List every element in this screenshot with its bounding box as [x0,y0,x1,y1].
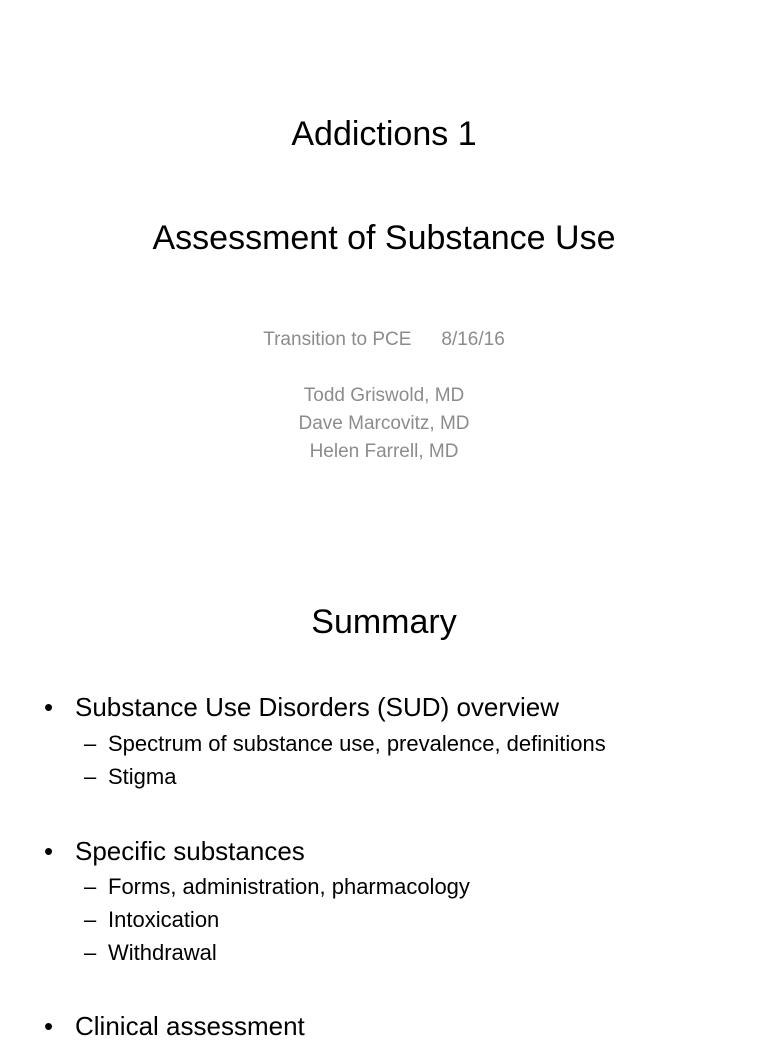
dash-marker: – [84,940,97,965]
summary-slide [0,560,768,1041]
bullet-text: Clinical assessment [75,1011,305,1041]
event-name: Transition to PCE [263,329,412,350]
author-name: Todd Griswold, MD [303,385,465,406]
presentation-title: Addictions 1 [291,115,477,153]
sub-bullet-item [84,942,217,964]
dash-marker: – [84,907,97,932]
sub-bullet-text: Spectrum of substance use, prevalence, definitions [108,731,606,756]
event-line [0,330,768,349]
slide-title: Summary [311,603,457,641]
bullet-item [44,838,305,864]
sub-bullet-item [84,876,470,898]
sub-bullet-text: Stigma [108,764,177,789]
bullet-text: Substance Use Disorders (SUD) overview [75,692,560,722]
sub-bullet-text: Withdrawal [108,940,217,965]
author-name: Dave Marcovitz, MD [298,413,470,434]
sub-bullet-item [84,733,606,755]
bullet-marker: • [44,692,54,722]
sub-bullet-item [84,909,219,931]
bullet-item [44,1013,305,1039]
bullet-text: Specific substances [75,836,305,866]
bullet-item [44,694,559,720]
event-date: 8/16/16 [441,329,505,350]
sub-bullet-text: Intoxication [108,907,220,932]
presentation-subtitle: Assessment of Substance Use [152,219,616,257]
dash-marker: – [84,764,97,789]
sub-bullet-text: Forms, administration, pharmacology [108,874,470,899]
author-name: Helen Farrell, MD [309,441,459,462]
dash-marker: – [84,874,97,899]
dash-marker: – [84,731,97,756]
sub-bullet-item [84,766,176,788]
bullet-marker: • [44,1011,54,1041]
bullet-marker: • [44,836,54,866]
